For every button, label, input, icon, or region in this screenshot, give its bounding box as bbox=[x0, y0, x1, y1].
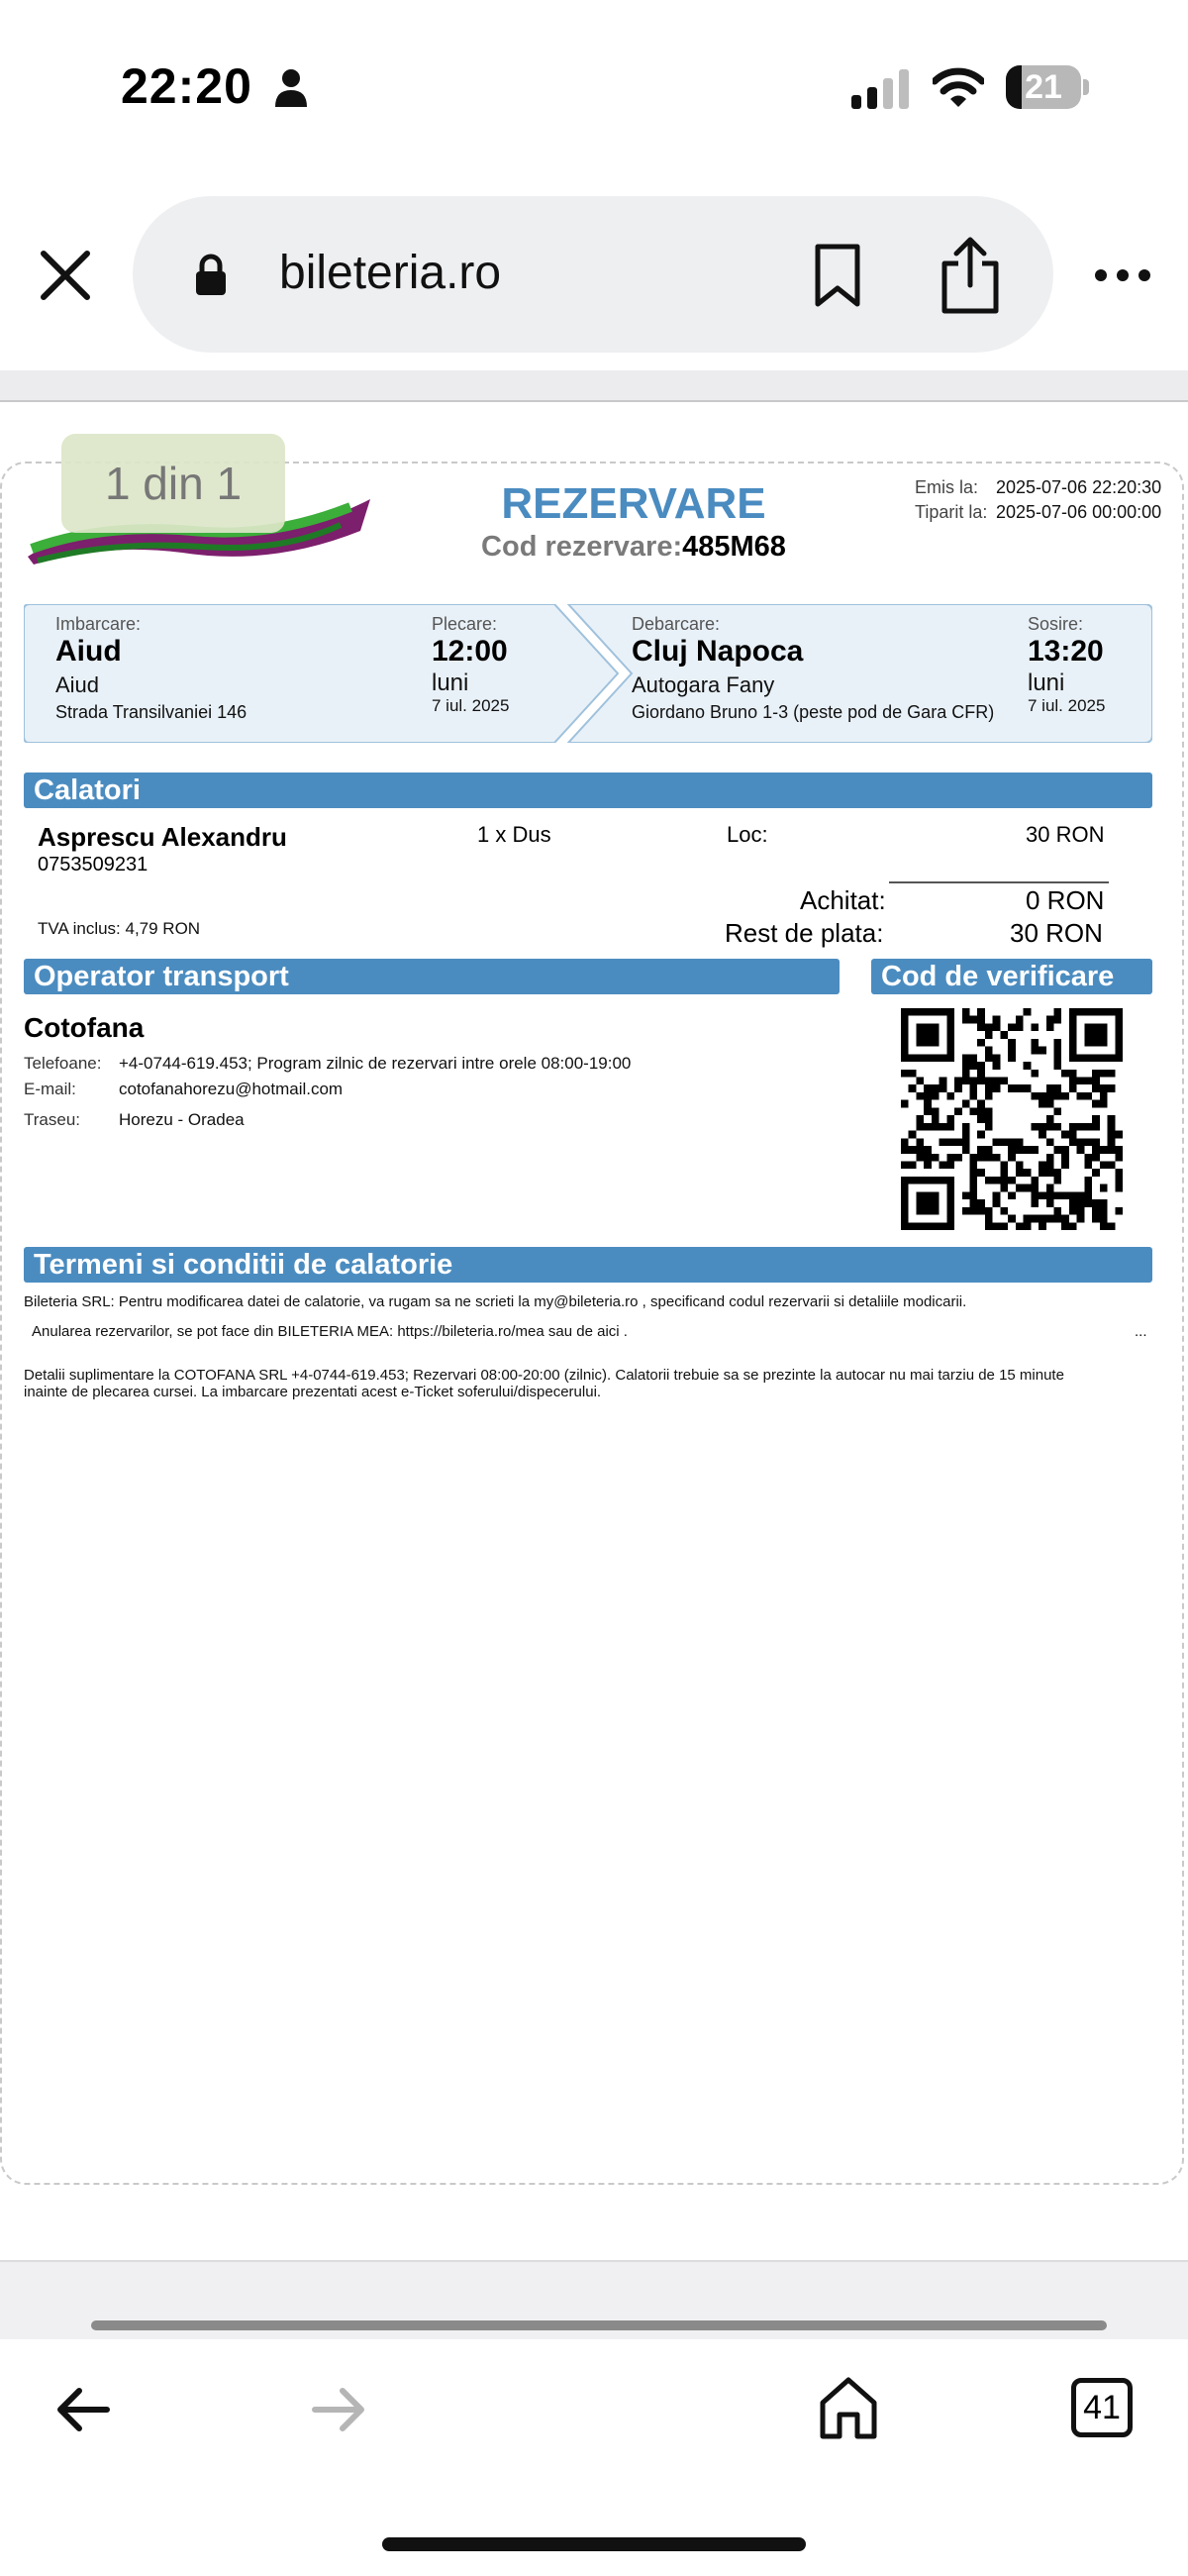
alighting-city: Cluj Napoca bbox=[632, 635, 804, 668]
more-icon[interactable] bbox=[1093, 263, 1152, 287]
departure-label: Plecare: bbox=[432, 614, 498, 634]
issued-value: 2025-07-06 22:20:30 bbox=[996, 477, 1162, 497]
ticket-type: 1 x Dus bbox=[477, 822, 551, 847]
operator-header: Operator transport bbox=[24, 959, 840, 994]
seat-label: Loc: bbox=[727, 822, 768, 847]
operator-phone-value: +4-0744-619.453; Program zilnic de rezervari intre orele 08:00-19:00 bbox=[119, 1054, 632, 1073]
terms-line-1: Bileteria SRL: Pentru modificarea datei de calatorie, va rugam sa ne scrieti la my@bileteria.ro , specificand codul rezervarii si detaliile modicarii. bbox=[24, 1293, 967, 1310]
address-bar[interactable] bbox=[133, 196, 1053, 353]
arrival-time: 13:20 bbox=[1028, 635, 1104, 668]
printed-value: 2025-07-06 00:00:00 bbox=[996, 502, 1162, 522]
operator-name: Cotofana bbox=[24, 1012, 145, 1043]
boarding-label: Imbarcare: bbox=[55, 614, 142, 634]
terms-ellipsis: ... bbox=[1135, 1323, 1147, 1340]
issued-label: Emis la: bbox=[915, 477, 979, 497]
battery-icon bbox=[1006, 65, 1085, 109]
printed-label: Tiparit la: bbox=[915, 502, 988, 522]
bookmark-icon[interactable] bbox=[812, 243, 863, 308]
arrival-day: luni bbox=[1028, 670, 1065, 696]
paid-value: 0 RON bbox=[1026, 885, 1105, 915]
vat-included: TVA inclus: 4,79 RON bbox=[38, 919, 201, 938]
operator-route-label: Traseu: bbox=[24, 1110, 81, 1129]
terms-line-2: Anularea rezervarilor, se pot face din BILETERIA MEA: https://bileteria.ro/mea sau de aici . bbox=[32, 1323, 628, 1340]
terms-details-1: Detalii suplimentare la COTOFANA SRL +4-0744-619.453; Rezervari 08:00-20:00 (zilnic). Calatorii trebuie sa se prezinte la autocar nu mai tarziu de 15 minute bbox=[24, 1367, 1064, 1384]
reservation-code-label: Cod rezervare: bbox=[481, 531, 683, 563]
battery-level: 21 bbox=[1025, 68, 1062, 106]
person-icon bbox=[273, 67, 309, 109]
close-icon[interactable] bbox=[38, 248, 93, 303]
cellular-signal-icon bbox=[851, 69, 911, 109]
passenger-phone: 0753509231 bbox=[38, 854, 148, 876]
passenger-name: Asprescu Alexandru bbox=[38, 822, 287, 852]
document-title: REZERVARE bbox=[501, 479, 766, 528]
operator-phone-label: Telefoane: bbox=[24, 1054, 102, 1073]
forward-arrow-icon[interactable] bbox=[311, 2385, 366, 2434]
tabs-icon[interactable]: 41 bbox=[1071, 2378, 1133, 2437]
boarding-city: Aiud bbox=[55, 635, 122, 668]
boarding-station: Aiud bbox=[55, 672, 100, 697]
toolbar-divider bbox=[0, 370, 1188, 402]
departure-time: 12:00 bbox=[432, 635, 508, 668]
remaining-label: Rest de plata: bbox=[725, 918, 884, 948]
back-arrow-icon[interactable] bbox=[55, 2385, 111, 2434]
share-icon[interactable] bbox=[939, 234, 1002, 315]
paid-label: Achitat: bbox=[800, 885, 886, 915]
arrival-label: Sosire: bbox=[1028, 614, 1084, 634]
lock-icon bbox=[194, 254, 228, 297]
totals-divider bbox=[889, 881, 1109, 883]
arrival-date: 7 iul. 2025 bbox=[1028, 696, 1106, 715]
operator-email-label: E-mail: bbox=[24, 1080, 76, 1098]
horizontal-scrollbar[interactable] bbox=[91, 2320, 1107, 2330]
home-icon[interactable] bbox=[818, 2375, 879, 2440]
alighting-station: Autogara Fany bbox=[632, 672, 775, 697]
verification-qr-code bbox=[901, 1008, 1123, 1230]
reservation-code bbox=[436, 531, 832, 564]
terms-header: Termeni si conditii de calatorie bbox=[24, 1247, 1152, 1283]
status-time: 22:20 bbox=[121, 58, 252, 114]
departure-day: luni bbox=[432, 670, 469, 696]
remaining-value: 30 RON bbox=[1010, 918, 1103, 948]
reservation-code-value: 485M68 bbox=[682, 531, 786, 563]
ticket-price: 30 RON bbox=[1026, 822, 1105, 847]
wifi-icon bbox=[933, 67, 984, 109]
departure-date: 7 iul. 2025 bbox=[432, 696, 510, 715]
alighting-label: Debarcare: bbox=[632, 614, 721, 634]
home-indicator[interactable] bbox=[382, 2537, 806, 2551]
operator-email-value[interactable]: cotofanahorezu@hotmail.com bbox=[119, 1080, 344, 1098]
url-text[interactable]: bileteria.ro bbox=[279, 247, 502, 299]
page-indicator: 1 din 1 bbox=[61, 434, 285, 533]
verification-header: Cod de verificare bbox=[871, 959, 1152, 994]
passengers-header: Calatori bbox=[24, 773, 1152, 808]
operator-route-value: Horezu - Oradea bbox=[119, 1110, 245, 1129]
terms-details-2: inainte de plecarea cursei. La imbarcare prezentati acest e-Ticket soferului/dispecerului. bbox=[24, 1384, 602, 1400]
alighting-address: Giordano Bruno 1-3 (peste pod de Gara CFR) bbox=[632, 702, 995, 722]
boarding-address: Strada Transilvaniei 146 bbox=[55, 702, 248, 722]
